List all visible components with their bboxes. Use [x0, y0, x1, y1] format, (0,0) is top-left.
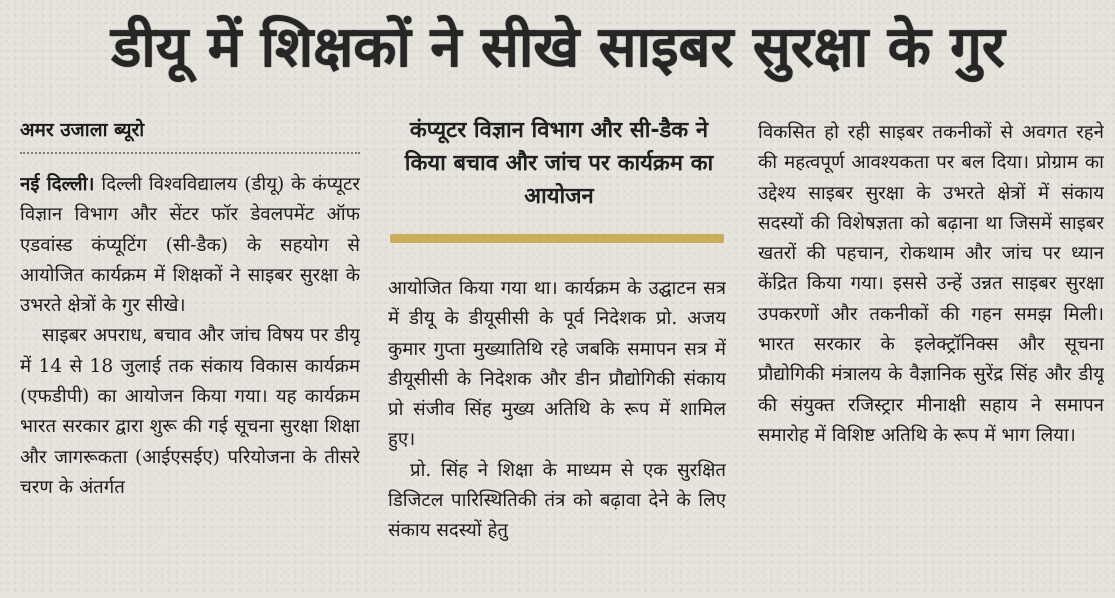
- paragraph: प्रो. सिंह ने शिक्षा के माध्यम से एक सुरक्षित डिजिटल पारिस्थितिकी तंत्र को बढ़ावा देने के लिए संकाय सदस्यों हेतु: [388, 459, 726, 542]
- headline: डीयू में शिक्षकों ने सीखे साइबर सुरक्षा के गुर: [111, 15, 1005, 80]
- column-3: [758, 118, 1104, 598]
- column-1: [20, 114, 360, 594]
- paragraph: विकसित हो रही साइबर तकनीकों से अवगत रहने की महत्वपूर्ण आवश्यकता पर बल दिया। प्रोग्राम का उद्देश्य साइबर सुरक्षा के उभरते क्षेत्रों में संकाय सदस्यों की विशेषज्ञता को बढ़ाना था जिसमें साइबर खतरों की पहचान, रोकथाम और जांच पर ध्यान केंद्रित किया गया। इससे उन्हें उन्नत साइबर सुरक्षा उपकरणों और तकनीकों की गहन समझ मिली। भारत सरकार के इलेक्ट्रॉनिक्स और सूचना प्रौद्योगिकी मंत्रालय के वैज्ञानिक सुरेंद्र सिंह और डीयू की संयुक्त रजिस्ट्रार मीनाक्षी सहाय ने समापन समारोह में विशिष्ट अतिथि के रूप में भाग लिया।: [758, 122, 1104, 446]
- byline: अमर उजाला ब्यूरो: [20, 114, 360, 154]
- paragraph: साइबर अपराध, बचाव और जांच विषय पर डीयू में 14 से 18 जुलाई तक संकाय विकास कार्यक्रम (एफडीपी) का आयोजन किया गया। यह कार्यक्रम भारत सरकार द्वारा शुरू की गई सूचना सुरक्षा शिक्षा और जागरूकता (आईएसईए) परियोजना के तीसरे चरण के अंतर्गत: [20, 325, 360, 498]
- dateline: नई दिल्ली।: [20, 174, 95, 195]
- column-2: [388, 274, 726, 592]
- subheadline: कंप्यूटर विज्ञान विभाग और सी-डैक ने किया बचाव और जांच पर कार्यक्रम का आयोजन: [404, 118, 714, 209]
- lead-text: दिल्ली विश्वविद्यालय (डीयू) के कंप्यूटर विज्ञान विभाग और सेंटर फॉर डेवलपमेंट ऑफ एडवांस्ड कंप्यूटिंग (सी-डैक) के सहयोग से आयोजित कार्यक्रम में शिक्षकों ने साइबर सुरक्षा के उभरते क्षेत्रों के गुर सीखे।: [20, 174, 360, 317]
- paragraph: आयोजित किया गया था। कार्यक्रम के उद्घाटन सत्र में डीयू के डीयूसीसी के पूर्व निदेशक प्रो. अजय कुमार गुप्ता मुख्यातिथि रहे जबकि समापन सत्र में डीयूसीसी के निदेशक और डीन प्रौद्योगिकी संकाय प्रो संजीव सिंह मुख्य अतिथि के रूप में शामिल हुए।: [388, 278, 726, 451]
- decorative-rule: [390, 234, 724, 243]
- lead-paragraph: [20, 170, 360, 321]
